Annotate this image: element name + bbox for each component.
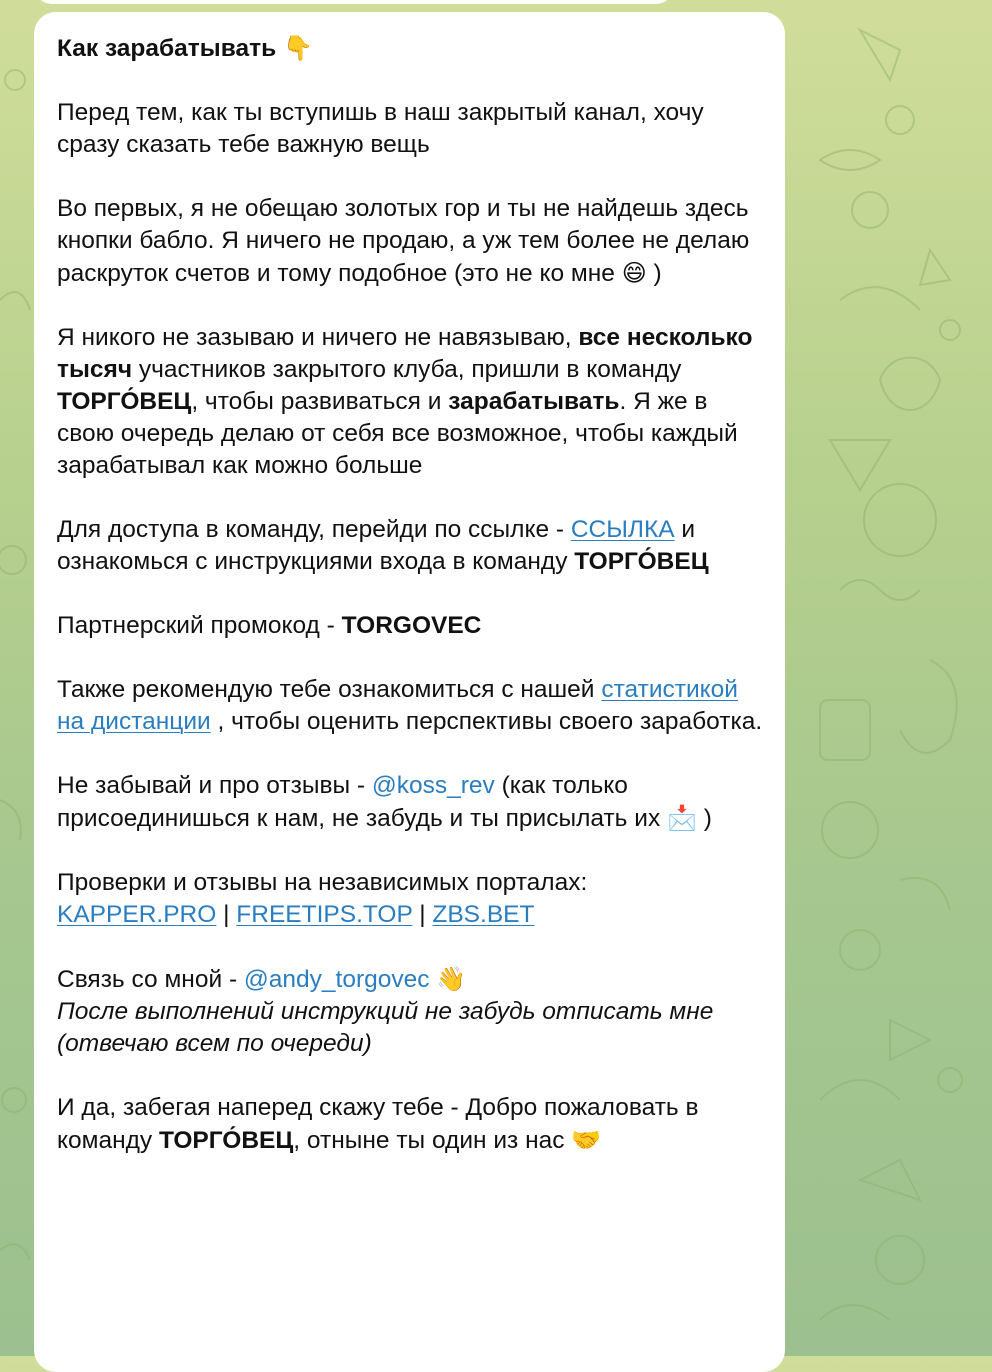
paragraph-access: Для доступа в команду, перейди по ссылке - ССЫЛКА и ознакомься с инструкциями входа в команду ТОРГО́ВЕЦ: [57, 516, 709, 575]
previous-message-bubble-edge: [34, 0, 674, 4]
paragraph-contact: Связь со мной - @andy_torgovec 👋 После выполнений инструкций не забудь отписать мне (отвечаю всем по очереди): [57, 965, 714, 1057]
access-link[interactable]: ССЫЛКА: [570, 516, 675, 543]
paragraph-stats: Также рекомендую тебе ознакомиться с нашей статистикой на дистанции , чтобы оценить перспективы своего заработка.: [57, 676, 763, 735]
message-bubble[interactable]: [34, 12, 785, 1372]
paragraph-club: Я никого не зазываю и ничего не навязываю, все несколько тысяч участников закрытого клуба, пришли в команду ТОРГО́ВЕЦ, чтобы развиваться и зарабатывать. Я же в свою очередь делаю от себя все возможное, чтобы каждый зарабатывал как можно больше: [57, 324, 753, 479]
paragraph-portals: Проверки и отзывы на независимых порталах: KAPPER.PRO | FREETIPS.TOP | ZBS.BET: [57, 869, 588, 928]
zbs-link[interactable]: ZBS.BET: [432, 901, 535, 928]
message-title: Как зарабатывать 👇: [57, 34, 313, 62]
kapper-link[interactable]: KAPPER.PRO: [57, 901, 217, 928]
pointing-down-emoji: 👇: [282, 34, 313, 62]
promo-code: TORGOVEC: [341, 612, 482, 639]
paragraph-welcome: И да, забегая наперед скажу тебе - Добро пожаловать в команду ТОРГО́ВЕЦ, отныне ты один из нас 🤝: [57, 1094, 699, 1154]
paragraph-promo: Партнерский промокод - TORGOVEC: [57, 612, 482, 639]
paragraph-intro: Перед тем, как ты вступишь в наш закрытый канал, хочу сразу сказать тебе важную вещь: [57, 99, 704, 158]
statistics-link[interactable]: статистикой на дистанции: [57, 676, 738, 735]
koss-rev-mention[interactable]: @koss_rev: [371, 772, 495, 799]
paragraph-reviews: Не забывай и про отзывы - @koss_rev (как только присоединишься к нам, не забудь и ты присылать их 📩 ): [57, 772, 712, 832]
waving-hand-emoji: 👋: [436, 965, 467, 993]
paragraph-disclaimer: Во первых, я не обещаю золотых гор и ты не найдешь здесь кнопки бабло. Я ничего не продаю, а уж тем более не делаю раскруток счетов и тому подобное (это не ко мне 😄 ): [57, 195, 750, 287]
handshake-emoji: 🤝: [571, 1126, 602, 1154]
andy-torgovec-mention[interactable]: @andy_torgovec: [243, 966, 430, 993]
envelope-emoji: 📩: [667, 804, 697, 832]
freetips-link[interactable]: FREETIPS.TOP: [236, 901, 413, 928]
grinning-emoji: 😄: [621, 259, 647, 287]
